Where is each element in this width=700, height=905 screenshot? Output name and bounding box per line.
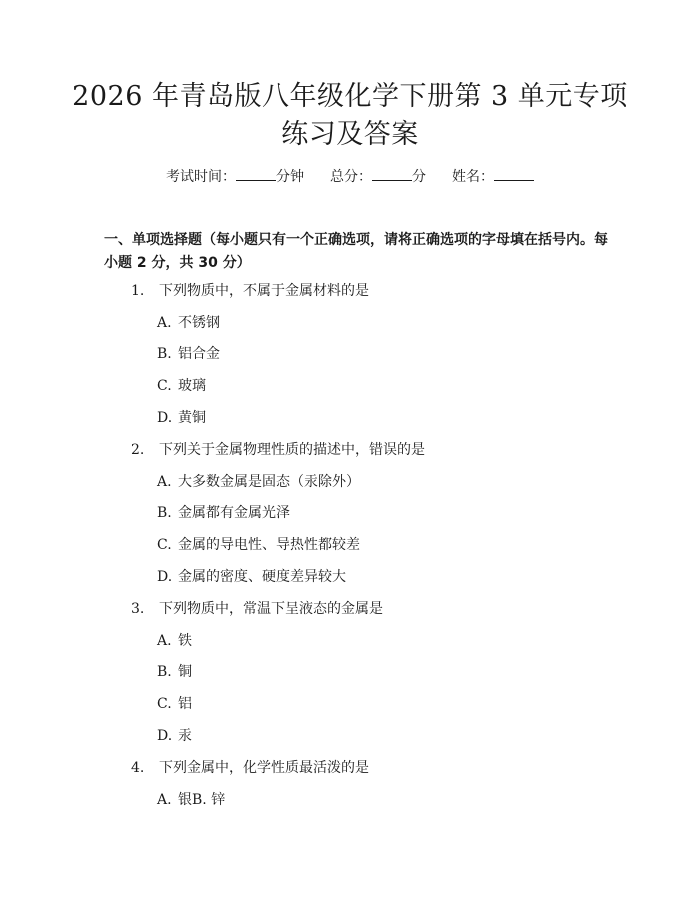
option-letter: B. (157, 664, 172, 680)
option-4ab[interactable] (157, 790, 225, 810)
document-title (60, 78, 640, 154)
option-1c[interactable] (157, 376, 206, 396)
score-unit: 分 (412, 169, 426, 185)
option-text: 金属的密度、硬度差异较大 (178, 569, 346, 585)
option-1b[interactable] (157, 344, 220, 364)
option-letter: A. (157, 633, 172, 649)
option-letter: C. (157, 378, 172, 394)
option-3a[interactable] (157, 631, 192, 651)
option-2c[interactable] (157, 535, 360, 555)
option-2d[interactable] (157, 567, 346, 587)
question-number: 4. (131, 760, 145, 776)
title-line-1: 2026 年青岛版八年级化学下册第 3 单元专项 (72, 81, 628, 112)
name-blank[interactable] (494, 167, 534, 181)
question-text: 下列物质中，常温下呈液态的金属是 (159, 601, 383, 617)
option-text: 汞 (178, 728, 192, 744)
option-letter: B. (157, 346, 172, 362)
exam-meta-line (0, 167, 700, 187)
option-letter: C. (157, 537, 172, 553)
option-letter: A. (157, 315, 172, 331)
option-text: 大多数金属是固态（汞除外） (178, 474, 360, 490)
option-text: 银B. 锌 (178, 792, 226, 808)
option-letter: D. (157, 569, 173, 585)
option-text: 铁 (178, 633, 192, 649)
option-1d[interactable] (157, 408, 206, 428)
question-3 (131, 599, 383, 619)
option-text: 铝合金 (178, 346, 220, 362)
question-number: 2. (131, 442, 145, 458)
time-unit: 分钟 (276, 169, 304, 185)
option-text: 铝 (178, 696, 192, 712)
option-letter: D. (157, 728, 173, 744)
time-label: 考试时间： (166, 169, 236, 185)
title-line-2: 练习及答案 (281, 119, 419, 150)
question-2 (131, 440, 425, 460)
score-blank[interactable] (372, 167, 412, 181)
option-3d[interactable] (157, 726, 192, 746)
option-text: 金属都有金属光泽 (178, 505, 290, 521)
name-label: 姓名： (452, 169, 494, 185)
option-3b[interactable] (157, 662, 192, 682)
option-letter: A. (157, 792, 172, 808)
question-1 (131, 281, 369, 301)
section-heading: 一、单项选择题（每小题只有一个正确选项，请将正确选项的字母填在括号内。每小题 2 分，共 30 分） (104, 232, 608, 271)
question-text: 下列金属中，化学性质最活泼的是 (159, 760, 369, 776)
question-number: 3. (131, 601, 145, 617)
option-text: 金属的导电性、导热性都较差 (178, 537, 360, 553)
question-number: 1. (131, 283, 145, 299)
question-text: 下列物质中，不属于金属材料的是 (159, 283, 369, 299)
option-text: 玻璃 (178, 378, 206, 394)
time-blank[interactable] (236, 167, 276, 181)
question-text: 下列关于金属物理性质的描述中，错误的是 (159, 442, 425, 458)
option-text: 黄铜 (178, 410, 206, 426)
question-4 (131, 758, 369, 778)
option-text: 不锈钢 (178, 315, 220, 331)
option-letter: A. (157, 474, 172, 490)
score-label: 总分： (330, 169, 372, 185)
option-letter: B. (157, 505, 172, 521)
option-3c[interactable] (157, 694, 192, 714)
option-letter: D. (157, 410, 173, 426)
option-1a[interactable] (157, 313, 220, 333)
option-text: 铜 (178, 664, 192, 680)
option-2b[interactable] (157, 503, 290, 523)
option-letter: C. (157, 696, 172, 712)
option-2a[interactable] (157, 472, 360, 492)
